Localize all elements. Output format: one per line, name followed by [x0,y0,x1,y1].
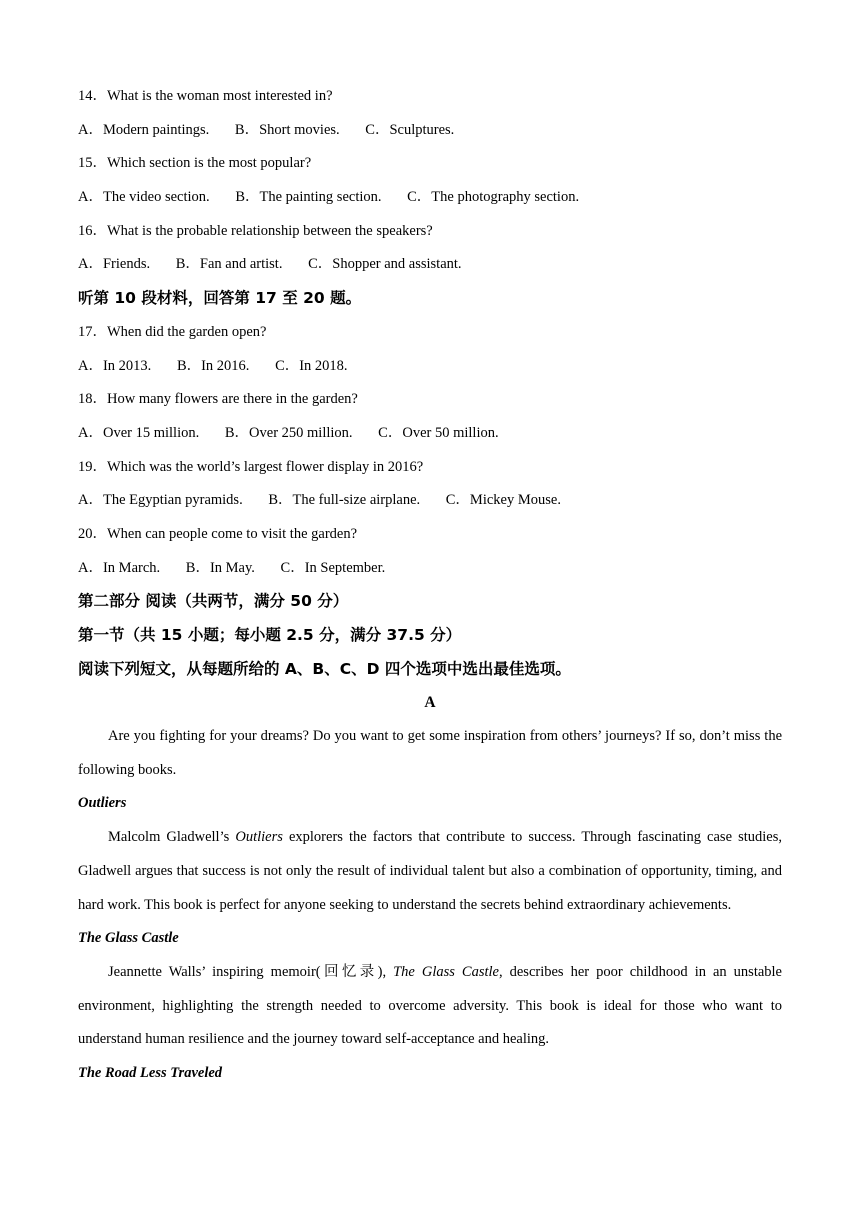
exam-page [78,80,782,1091]
question-stem: 16．What is the probable relationship between the speakers? [78,222,433,239]
option-b: B．Fan and artist. [175,256,283,273]
option-a: A．In 2013. [78,357,152,374]
question-stem: 18．How many flowers are there in the garden? [78,391,358,408]
question-stem: 19．Which was the world’s largest flower display in 2016? [78,458,424,475]
option-b: B．Short movies. [234,121,340,138]
option-c: C．Mickey Mouse. [445,492,561,509]
option-a: A．Friends. [78,256,151,273]
book-title: Outliers [78,795,127,812]
option-c: C．In September. [280,559,386,576]
passage-intro: Are you fighting for your dreams? Do you want to get some inspiration from others’ journeys? If so, don’t miss the following books. [78,728,782,778]
book-description [78,821,782,922]
question-options [78,484,782,518]
part-heading: 第二部分 阅读（共两节，满分 50 分） [78,592,349,611]
option-a: A．In March. [78,559,161,576]
section-heading: 第一节（共 15 小题；每小题 2.5 分，满分 37.5 分） [78,626,462,644]
book-title: The Glass Castle [78,930,179,947]
question-options [78,350,782,384]
option-c: C．Sculptures. [365,121,455,138]
question-options [78,552,782,586]
question-options [78,181,782,215]
book-title: The Road Less Traveled [78,1065,223,1082]
question-stem: 17．When did the garden open? [78,323,267,340]
book-title-inline: The Glass Castle [393,963,499,980]
text: , describes her poor childhood in an unstable environment, highlighting the strength needed to overcome adversity. This book is ideal for those who want to understand human resilience and the journey toward self-acceptance and healing. [78,963,782,1048]
option-b: B．The full-size airplane. [268,492,421,509]
question-stem: 20．When can people come to visit the garden? [78,525,358,542]
option-b: B．Over 250 million. [224,424,353,441]
option-b: B．In 2016. [176,357,250,374]
section-heading: 听第 10 段材料，回答第 17 至 20 题。 [78,289,362,308]
option-b: B．The painting section. [235,189,382,206]
question-stem: 15．Which section is the most popular? [78,155,312,172]
text: Jeannette Walls’ inspiring memoir(回忆录), [108,963,394,980]
option-a: A．The video section. [78,189,210,206]
option-a: A．Over 15 million. [78,424,200,441]
option-c: C．Shopper and assistant. [308,256,462,273]
question-stem: 14．What is the woman most interested in? [78,88,333,104]
passage-label: A [424,694,436,712]
option-b: B．In May. [185,559,255,576]
option-c: C．In 2018. [275,357,348,374]
text: explorers the factors that contribute to success. Through fascinating case studies, Gladwell argues that success is not only the result of individual talent but also a combination of opportunity, timing, and hard work. This book is perfect for anyone seeking to understand the secrets behind extraordinary achievements. [78,829,782,913]
question-options [78,417,782,451]
text: Malcolm Gladwell’s [108,829,236,846]
instruction: 阅读下列短文，从每题所给的 A、B、C、D 四个选项中选出最佳选项。 [78,659,571,678]
option-a: A．The Egyptian pyramids. [78,492,243,509]
option-c: C．The photography section. [407,189,580,206]
option-a: A．Modern paintings. [78,121,210,138]
question-options [78,114,782,148]
book-title-inline: Outliers [235,829,283,846]
question-options [78,248,782,282]
option-c: C．Over 50 million. [378,424,499,441]
book-description [78,956,782,1057]
